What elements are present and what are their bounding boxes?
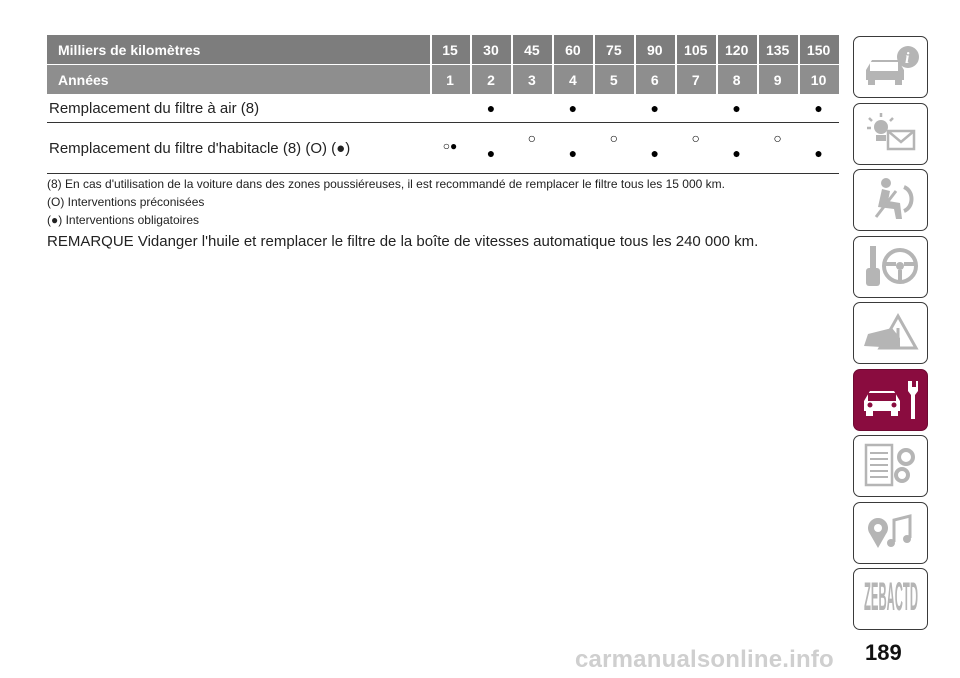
mark-cell bbox=[634, 123, 675, 173]
mark: ○ bbox=[527, 130, 537, 146]
tab-multimedia[interactable] bbox=[853, 502, 928, 564]
mark-cell bbox=[716, 123, 757, 173]
tab-index[interactable] bbox=[853, 568, 928, 630]
header-label-km: Milliers de kilomètres bbox=[58, 41, 201, 58]
mark-cell bbox=[552, 94, 593, 122]
year-cell: 8 bbox=[716, 65, 757, 94]
mark: ○● bbox=[442, 138, 458, 153]
year-cell: 3 bbox=[511, 65, 552, 94]
mark-cell bbox=[511, 94, 552, 122]
tab-car-info[interactable] bbox=[853, 36, 928, 98]
mark: ● bbox=[732, 145, 741, 161]
dashboard-lights-icon bbox=[856, 107, 926, 161]
car-warning-icon bbox=[856, 306, 926, 360]
mark: ● bbox=[650, 145, 659, 161]
year-cell: 1 bbox=[430, 65, 471, 94]
index-letters-icon bbox=[856, 572, 926, 626]
km-cell: 90 bbox=[634, 35, 675, 64]
mark: ● bbox=[814, 145, 823, 161]
footnote: (O) Interventions préconisées bbox=[47, 195, 205, 209]
km-cell: 45 bbox=[511, 35, 552, 64]
index-letters: ZEBACTD bbox=[863, 575, 918, 619]
multimedia-icon bbox=[856, 506, 926, 560]
mark: ● bbox=[732, 100, 741, 116]
year-cell: 9 bbox=[757, 65, 798, 94]
mark-cell bbox=[798, 123, 839, 173]
km-cell: 60 bbox=[552, 35, 593, 64]
footnote: (●) Interventions obligatoires bbox=[47, 213, 199, 227]
mark-cell bbox=[470, 123, 511, 173]
km-cell: 15 bbox=[430, 35, 471, 64]
km-cell: 75 bbox=[593, 35, 634, 64]
table-row-air-filter bbox=[47, 94, 839, 123]
mark-cell bbox=[430, 94, 471, 122]
footnote: (8) En cas d'utilisation de la voiture dans des zones poussiéreuses, il est recommandé de remplacer le filtre tous les 15 000 km. bbox=[47, 177, 725, 191]
mark: ● bbox=[486, 145, 496, 161]
row-label: Remplacement du filtre à air (8) bbox=[49, 99, 260, 117]
mark: ● bbox=[568, 100, 578, 116]
year-cell: 6 bbox=[634, 65, 675, 94]
remark-text: REMARQUE Vidanger l'huile et remplacer le filtre de la boîte de vitesses automatique tous les 240 000 km. bbox=[47, 233, 759, 250]
mark: ● bbox=[486, 100, 496, 116]
mark-cell bbox=[716, 94, 757, 122]
tab-seat-airbag[interactable] bbox=[853, 169, 928, 231]
mark: ○ bbox=[691, 130, 700, 146]
mark: ● bbox=[650, 100, 659, 116]
mark: ○ bbox=[773, 130, 782, 146]
tab-car-warning[interactable] bbox=[853, 302, 928, 364]
footnotes bbox=[47, 177, 837, 231]
year-cell: 4 bbox=[552, 65, 593, 94]
technical-data-icon bbox=[856, 439, 926, 493]
chapter-tabs bbox=[853, 36, 928, 635]
mark-cell bbox=[757, 123, 798, 173]
mark-cell bbox=[552, 123, 593, 173]
tab-key-steering[interactable] bbox=[853, 236, 928, 298]
year-cell: 5 bbox=[593, 65, 634, 94]
header-label-years: Années bbox=[58, 71, 109, 88]
mark-cell bbox=[634, 94, 675, 122]
km-cell: 120 bbox=[716, 35, 757, 64]
km-cell: 135 bbox=[757, 35, 798, 64]
year-cell: 7 bbox=[675, 65, 716, 94]
mark-cell bbox=[430, 123, 471, 173]
km-cell: 105 bbox=[675, 35, 716, 64]
mark: ○ bbox=[609, 130, 619, 146]
page-number: 189 bbox=[865, 640, 902, 665]
km-cell: 150 bbox=[798, 35, 839, 64]
key-steering-wheel-icon bbox=[856, 240, 926, 294]
mark-cell bbox=[511, 123, 552, 173]
seat-airbag-icon bbox=[856, 173, 926, 227]
row-label: Remplacement du filtre d'habitacle (8) (O) (●) bbox=[49, 139, 351, 157]
year-cell: 2 bbox=[470, 65, 511, 94]
tab-technical-data[interactable] bbox=[853, 435, 928, 497]
tab-dashboard-lights[interactable] bbox=[853, 103, 928, 165]
mark-cell bbox=[593, 123, 634, 173]
header-row-km bbox=[47, 35, 839, 64]
mark-cell bbox=[675, 94, 716, 122]
mark-cell bbox=[470, 94, 511, 122]
mark-cell bbox=[675, 123, 716, 173]
mark-cell bbox=[798, 94, 839, 122]
table-row-cabin-filter bbox=[47, 123, 839, 174]
tab-car-wrench[interactable] bbox=[853, 369, 928, 431]
year-cell: 10 bbox=[798, 65, 839, 94]
mark-cell bbox=[757, 94, 798, 122]
watermark: carmanualsonline.info bbox=[575, 646, 834, 673]
mark-cell bbox=[593, 94, 634, 122]
km-cell: 30 bbox=[470, 35, 511, 64]
header-row-years bbox=[47, 64, 839, 94]
info-letter: i bbox=[904, 50, 909, 67]
mark: ● bbox=[814, 100, 823, 116]
mark: ● bbox=[568, 145, 578, 161]
car-wrench-icon bbox=[856, 373, 926, 427]
maintenance-table bbox=[47, 35, 839, 174]
car-info-icon bbox=[856, 40, 926, 94]
